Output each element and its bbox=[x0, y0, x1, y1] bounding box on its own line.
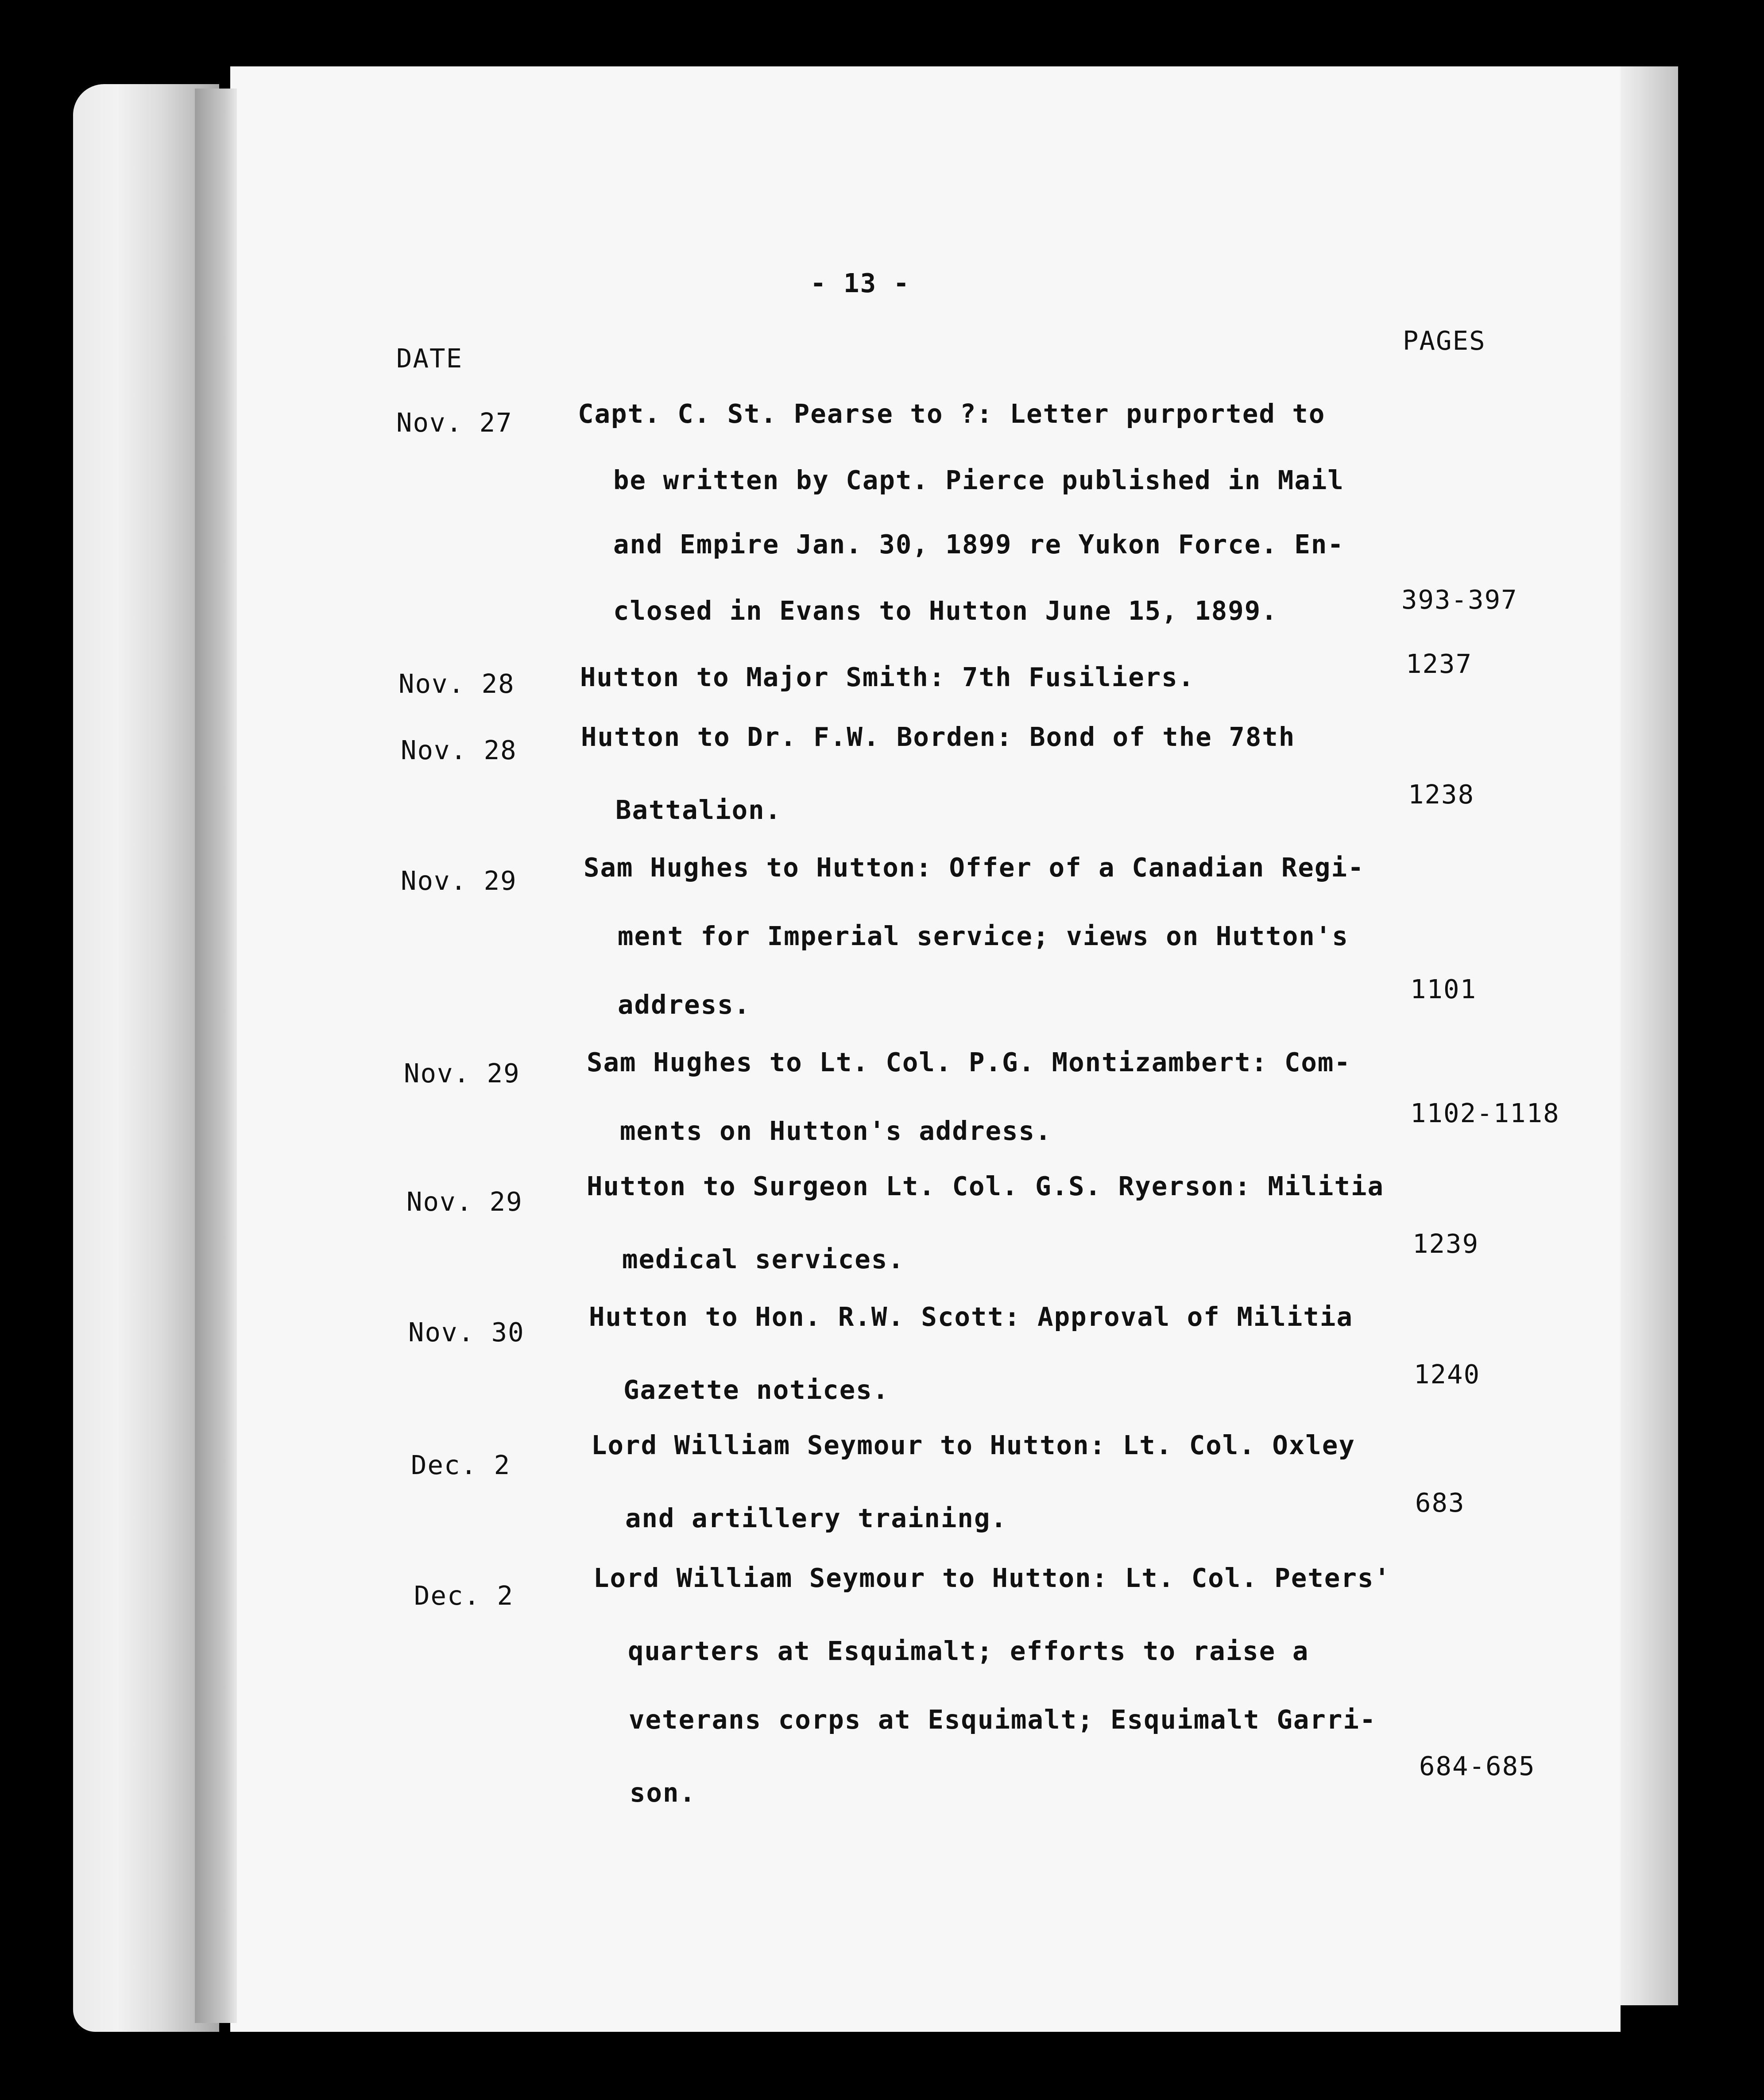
page-number: - 13 - bbox=[810, 268, 910, 298]
entry-pages: 684-685 bbox=[1419, 1751, 1536, 1781]
entry-line: and artillery training. bbox=[625, 1503, 1007, 1533]
entry-line: and Empire Jan. 30, 1899 re Yukon Force. En- bbox=[613, 529, 1344, 560]
entry-pages: 1238 bbox=[1408, 779, 1475, 810]
entry-date: Nov. 27 bbox=[396, 407, 513, 438]
entry-line: Capt. C. St. Pearse to ?: Letter purported to bbox=[578, 398, 1326, 429]
entry-pages: 1239 bbox=[1412, 1228, 1479, 1259]
entry-line: quarters at Esquimalt; efforts to raise a bbox=[628, 1636, 1309, 1666]
entry-pages: 1101 bbox=[1410, 974, 1477, 1004]
entry-date: Nov. 29 bbox=[401, 865, 517, 896]
binding-shadow bbox=[195, 89, 237, 2023]
entry-pages: 1102-1118 bbox=[1410, 1098, 1560, 1128]
entry-pages: 393-397 bbox=[1401, 584, 1518, 615]
entry-line: Battalion. bbox=[615, 795, 782, 825]
entry-pages: 683 bbox=[1415, 1487, 1465, 1518]
entry-line: veterans corps at Esquimalt; Esquimalt Garri- bbox=[629, 1704, 1377, 1735]
entry-line: Lord William Seymour to Hutton: Lt. Col. Peters' bbox=[593, 1563, 1391, 1593]
entry-line: ment for Imperial service; views on Hutton's bbox=[618, 921, 1349, 951]
entry-line: medical services. bbox=[622, 1244, 905, 1274]
entry-line: closed in Evans to Hutton June 15, 1899. bbox=[613, 595, 1278, 626]
entry-line: Hutton to Dr. F.W. Borden: Bond of the 78th bbox=[581, 722, 1296, 752]
entry-line: Gazette notices. bbox=[623, 1374, 890, 1405]
page-stack-edge bbox=[1612, 66, 1678, 2005]
pages-column-header: PAGES bbox=[1403, 325, 1486, 356]
entry-line: son. bbox=[630, 1777, 696, 1808]
entry-line: Sam Hughes to Hutton: Offer of a Canadian Regi- bbox=[584, 852, 1365, 883]
date-column-header: DATE bbox=[396, 343, 463, 374]
entry-date: Nov. 29 bbox=[404, 1058, 520, 1089]
entry-line: be written by Capt. Pierce published in Mail bbox=[613, 465, 1344, 495]
entry-date: Nov. 29 bbox=[406, 1186, 523, 1217]
entry-pages: 1240 bbox=[1414, 1359, 1481, 1390]
entry-line: Hutton to Hon. R.W. Scott: Approval of Militia bbox=[589, 1301, 1353, 1332]
entry-line: Lord William Seymour to Hutton: Lt. Col. Oxley bbox=[591, 1430, 1355, 1460]
entry-date: Dec. 2 bbox=[411, 1450, 511, 1480]
entry-line: Hutton to Surgeon Lt. Col. G.S. Ryerson: Militia bbox=[587, 1171, 1385, 1201]
entry-line: Sam Hughes to Lt. Col. P.G. Montizambert: Com- bbox=[587, 1047, 1351, 1077]
entry-line: address. bbox=[618, 989, 751, 1020]
entry-date: Nov. 28 bbox=[398, 668, 515, 699]
entry-date: Nov. 28 bbox=[401, 735, 517, 765]
entry-pages: 1237 bbox=[1406, 649, 1473, 679]
entry-line: ments on Hutton's address. bbox=[620, 1116, 1052, 1146]
entry-date: Nov. 30 bbox=[408, 1317, 525, 1347]
entry-line: Hutton to Major Smith: 7th Fusiliers. bbox=[580, 662, 1195, 692]
entry-date: Dec. 2 bbox=[414, 1580, 514, 1611]
